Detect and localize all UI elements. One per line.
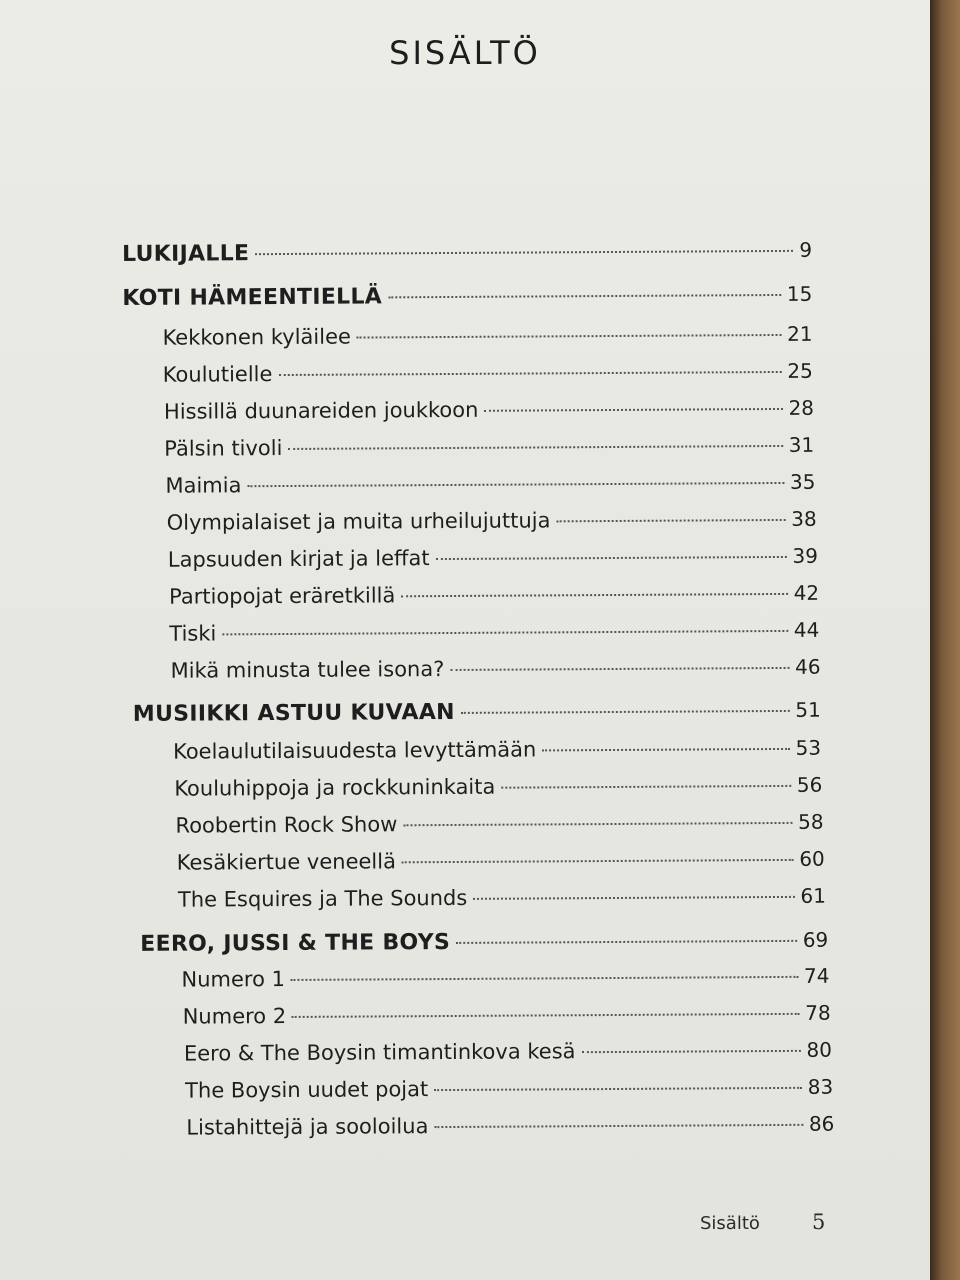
toc-entry-page: 39 (792, 543, 818, 568)
toc-entry-page: 31 (788, 432, 815, 457)
toc-entry-page: 74 (803, 963, 830, 988)
toc-entry-page: 83 (807, 1074, 834, 1099)
toc-entry (164, 433, 814, 461)
toc-entry-page: 69 (802, 927, 829, 952)
page-number: 5 (812, 1210, 826, 1234)
leader-dots (388, 294, 781, 298)
toc-entry-page: 51 (795, 697, 821, 722)
toc-entry-title: MUSIIKKI ASTUU KUVAAN (132, 699, 455, 727)
leader-dots (357, 334, 781, 339)
leader-dots (556, 519, 785, 522)
toc-entry-title: Kouluhippoja ja rockkuninkaita (174, 774, 496, 801)
leader-dots (461, 710, 790, 714)
toc-entry-page: 25 (787, 358, 813, 383)
toc-entry (140, 928, 828, 957)
toc-entry (173, 736, 821, 764)
toc-entry (167, 507, 817, 535)
toc-entry-page: 9 (799, 237, 813, 262)
toc-entry-title: The Esquires ja The Sounds (177, 885, 468, 912)
leader-dots (436, 556, 787, 560)
toc-entry-page: 38 (791, 506, 817, 531)
toc-entry-title: LUKIJALLE (121, 241, 250, 267)
toc-entry-page: 21 (786, 321, 813, 346)
toc-entry-page: 78 (805, 1000, 831, 1025)
toc-entry (165, 470, 815, 498)
toc-entry (181, 964, 829, 992)
toc-entry-title: Maimia (165, 473, 242, 498)
toc-entry-page: 80 (806, 1037, 832, 1062)
leader-dots (401, 593, 787, 597)
toc-entry (169, 581, 819, 609)
toc-entry-title: Koulutielle (162, 362, 273, 387)
toc-entry-page: 86 (808, 1111, 835, 1136)
toc-entry (178, 884, 826, 912)
leader-dots (403, 822, 792, 826)
toc-entry (174, 773, 822, 801)
toc-entry (170, 655, 820, 683)
toc-entry-page: 61 (800, 883, 827, 908)
toc-entry-page: 42 (793, 580, 820, 605)
toc-entry-title: The Boysin uudet pojat (185, 1077, 429, 1103)
toc-entry (183, 1001, 831, 1029)
toc-entry (184, 1038, 832, 1066)
toc-entry-title: Mikä minusta tulee isona? (170, 657, 445, 683)
leader-dots (292, 1013, 799, 1018)
toc-entry-title: Partiopojat eräretkillä (169, 583, 396, 609)
toc-entry-page: 46 (795, 654, 821, 679)
toc-entry (177, 847, 825, 875)
leader-dots (247, 482, 784, 487)
toc-entry (186, 1112, 834, 1140)
leader-dots (288, 445, 782, 450)
toc-entry-page: 28 (788, 395, 815, 420)
toc-entry (122, 238, 812, 267)
toc-entry-title: Roobertin Rock Show (175, 812, 398, 838)
toc-entry-title: Pälsin tivoli (164, 436, 283, 461)
leader-dots (450, 667, 789, 671)
toc-entry (162, 322, 812, 350)
toc-entry-page: 60 (799, 846, 825, 871)
toc-entry-title: Kekkonen kyläilee (162, 324, 351, 350)
toc-entry (133, 698, 821, 727)
toc-entry-title: Eero & The Boysin timantinkova kesä (183, 1039, 576, 1066)
toc-entry (164, 396, 814, 424)
toc-entry-title: Tiski (169, 621, 217, 646)
toc-entry (175, 810, 823, 838)
toc-entry (168, 544, 818, 572)
toc-entry-title: Hissillä duunareiden joukkoon (163, 397, 479, 424)
leader-dots (291, 976, 798, 981)
toc-entry-page: 56 (796, 772, 823, 797)
toc-entry (169, 618, 819, 646)
toc-entry-page: 58 (797, 809, 824, 834)
toc-entry-title: Koelaulutilaisuudesta levyttämään (172, 737, 537, 764)
toc-entry-title: KOTI HÄMEENTIELLÄ (122, 284, 383, 311)
leader-dots (222, 630, 788, 635)
toc-entry (122, 282, 812, 311)
leader-dots (402, 859, 793, 863)
toc-entry-title: Numero 2 (182, 1003, 287, 1029)
toc-entry-title: EERO, JUSSI & THE BOYS (140, 929, 451, 957)
leader-dots (456, 940, 797, 944)
toc-entry-title: Kesäkiertue veneellä (176, 849, 397, 875)
book-edge (930, 0, 960, 1280)
leader-dots (501, 785, 791, 789)
leader-dots (473, 896, 794, 900)
leader-dots (484, 408, 782, 412)
toc-entry-page: 44 (793, 617, 820, 642)
leader-dots (434, 1087, 801, 1091)
leader-dots (255, 250, 793, 255)
leader-dots (542, 748, 789, 752)
toc-entry-page: 35 (789, 469, 816, 494)
toc-entry-page: 53 (795, 735, 822, 760)
toc-entry-title: Numero 1 (181, 967, 285, 992)
page-title: SISÄLTÖ (389, 34, 541, 72)
toc-entry-title: Lapsuuden kirjat ja leffat (167, 546, 430, 572)
leader-dots (434, 1124, 803, 1128)
toc-entry-title: Listahittejä ja sooloilua (186, 1114, 429, 1140)
toc-entry-title: Olympialaiset ja muita urheilujuttuja (166, 508, 551, 535)
toc-entry-page: 15 (786, 281, 813, 306)
running-footer-label: Sisältö (700, 1213, 760, 1234)
toc-entry (185, 1075, 833, 1103)
leader-dots (581, 1050, 800, 1053)
toc-entry (163, 359, 813, 387)
leader-dots (278, 371, 781, 376)
